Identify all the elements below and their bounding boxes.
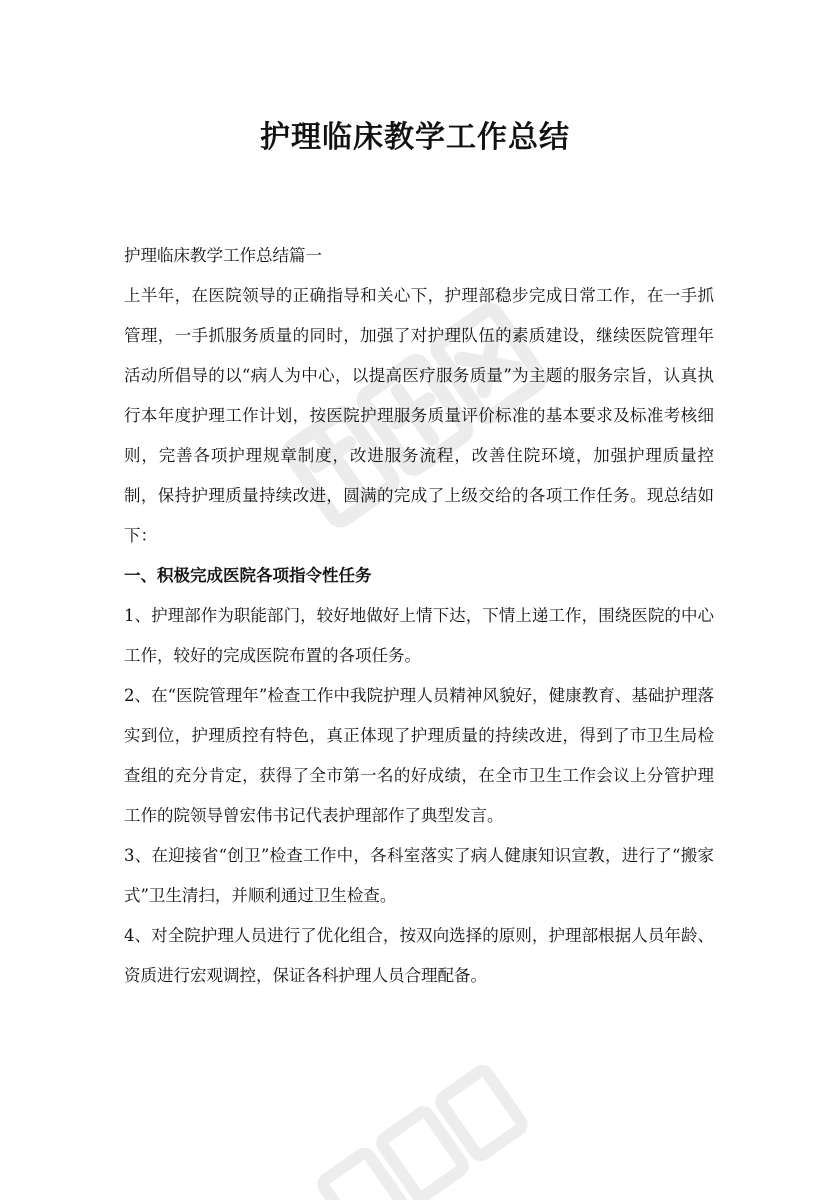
watermark-logo-bottom	[300, 1060, 540, 1200]
paragraph-intro: 上半年，在医院领导的正确指导和关心下，护理部稳步完成日常工作，在一手抓管理，一手抓服务质量的同时，加强了对护理队伍的素质建设，继续医院管理年活动所倡导的以“病人为中心，以提高医疗服务质量”为主题的服务宗旨，认真执行本年度护理工作计划，按医院护理服务质量评价标准的基本要求及标准考核细则，完善各项护理规章制度，改进服务流程，改善住院环境，加强护理质量控制，保持护理质量持续改进，圆满的完成了上级交给的各项工作任务。现总结如下：	[124, 286, 714, 545]
paragraph-item-1: 1、护理部作为职能部门，较好地做好上情下达，下情上递工作，围绕医院的中心工作，较好的完成医院布置的各项任务。	[124, 606, 714, 665]
section-subtitle: 护理临床教学工作总结篇一	[124, 246, 322, 265]
paragraph-item-2: 2、在“医院管理年”检查工作中我院护理人员精神风貌好，健康教育、基础护理落实到位，护理质控有特色，真正体现了护理质量的持续改进，得到了市卫生局检查组的充分肯定，获得了全市第一名的好成绩，在全市卫生工作会议上分管护理工作的院领导曾宏伟书记代表护理部作了典型发言。	[124, 686, 714, 825]
paragraph-item-3: 3、在迎接省“创卫”检查工作中，各科室落实了病人健康知识宣教，进行了“搬家式”卫生清扫，并顺利通过卫生检查。	[124, 846, 714, 905]
document-body	[124, 236, 714, 996]
paragraph-item-4: 4、对全院护理人员进行了优化组合，按双向选择的原则，护理部根据人员年龄、资质进行宏观调控，保证各科护理人员合理配备。	[124, 926, 714, 985]
section-heading: 一、积极完成医院各项指令性任务	[124, 566, 372, 585]
document-title: 护理临床教学工作总结	[260, 120, 570, 155]
